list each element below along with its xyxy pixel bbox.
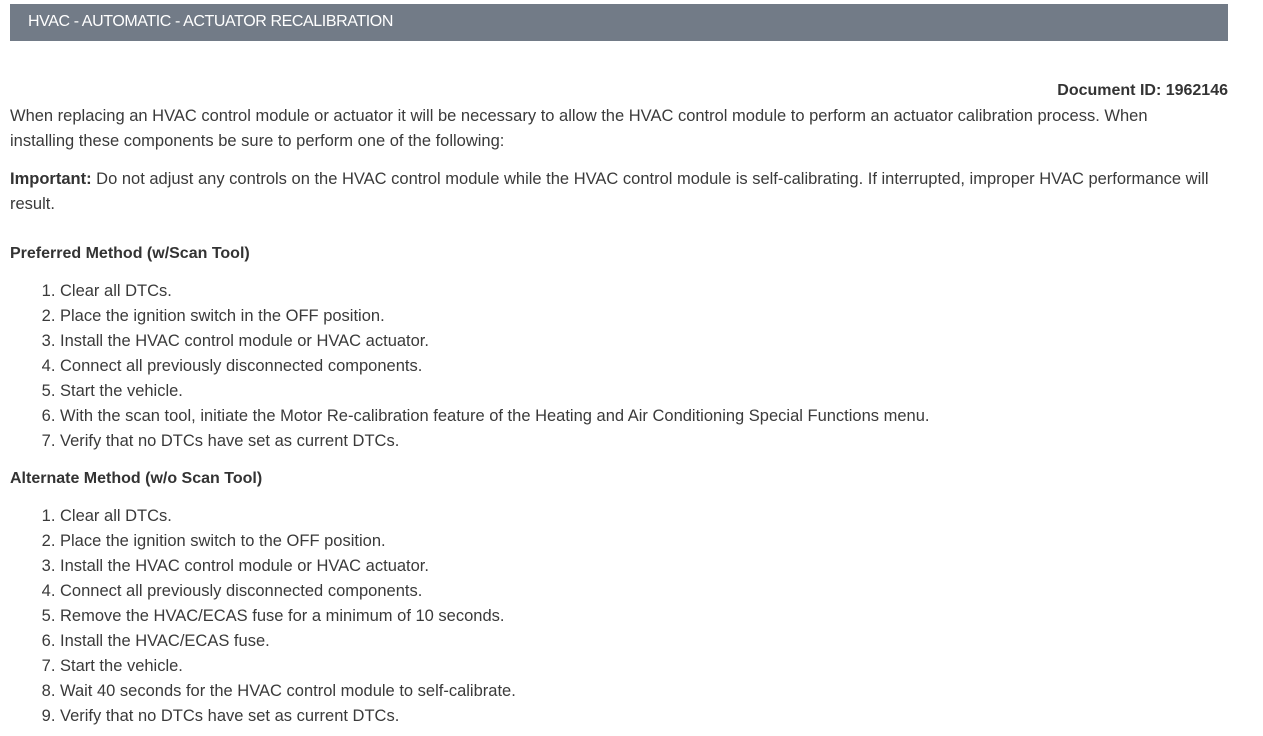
important-text: Do not adjust any controls on the HVAC control module while the HVAC control module is self-calibrating. If interrupted, improper HVAC performance will result. (10, 170, 1209, 213)
step-item: 4. Connect all previously disconnected components. (60, 579, 1210, 604)
document-id: Document ID: 1962146 (1057, 82, 1228, 99)
alternate-steps-list (10, 504, 1210, 729)
step-item: 3. Install the HVAC control module or HVAC actuator. (60, 554, 1210, 579)
preferred-method-heading: Preferred Method (w/Scan Tool) (10, 245, 250, 262)
important-label: Important: (10, 170, 92, 188)
step-item: 6. With the scan tool, initiate the Motor Re-calibration feature of the Heating and Air Conditioning Special Functions menu. (60, 404, 1210, 429)
alternate-method-heading: Alternate Method (w/o Scan Tool) (10, 470, 263, 487)
step-item: 9. Verify that no DTCs have set as current DTCs. (60, 704, 1210, 729)
step-item: 1. Clear all DTCs. (60, 279, 1210, 304)
step-item: 3. Install the HVAC control module or HVAC actuator. (60, 329, 1210, 354)
preferred-steps-list (10, 279, 1210, 454)
step-item: 5. Remove the HVAC/ECAS fuse for a minimum of 10 seconds. (60, 604, 1210, 629)
title-bar (10, 4, 1228, 41)
step-item: 6. Install the HVAC/ECAS fuse. (60, 629, 1210, 654)
important-note (10, 167, 1210, 217)
step-item: 5. Start the vehicle. (60, 379, 1210, 404)
step-item: 7. Start the vehicle. (60, 654, 1210, 679)
intro-paragraph: When replacing an HVAC control module or actuator it will be necessary to allow the HVAC control module to perform an actuator calibration process. When installing these components be sure to perform one of the following: (10, 107, 1148, 150)
step-item: 7. Verify that no DTCs have set as current DTCs. (60, 429, 1210, 454)
step-item: 2. Place the ignition switch in the OFF position. (60, 304, 1210, 329)
page-title: HVAC - AUTOMATIC - ACTUATOR RECALIBRATION (28, 13, 393, 30)
step-item: 8. Wait 40 seconds for the HVAC control module to self-calibrate. (60, 679, 1210, 704)
step-item: 2. Place the ignition switch to the OFF position. (60, 529, 1210, 554)
step-item: 1. Clear all DTCs. (60, 504, 1210, 529)
step-item: 4. Connect all previously disconnected components. (60, 354, 1210, 379)
